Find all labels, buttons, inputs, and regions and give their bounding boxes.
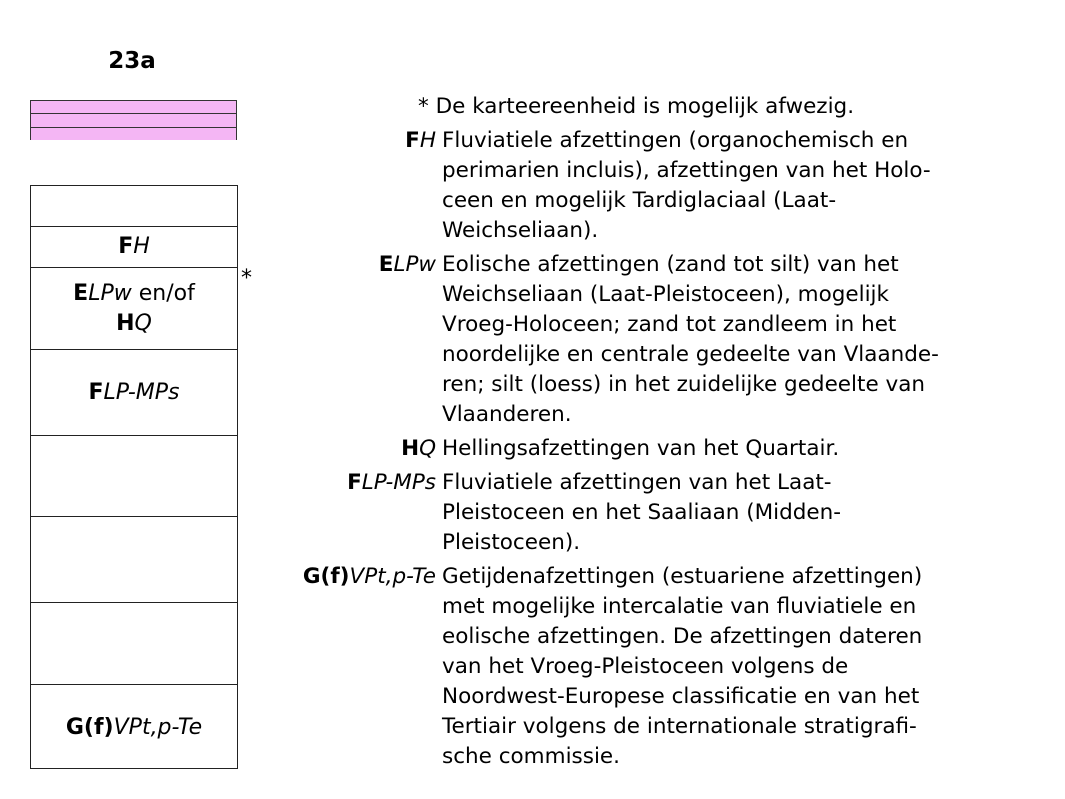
legend-star-note: * De karteereenheid is mogelijk afwezig. <box>418 94 855 119</box>
column-cell-gf-vpt: G(f)VPt,p-Te <box>31 684 237 770</box>
legend <box>262 92 1052 776</box>
pink-band <box>31 101 236 114</box>
column-cell-empty <box>31 435 237 516</box>
column-cell-flp-mps: FLP-MPs <box>31 349 237 435</box>
legend-entry-gf-vpt: G(f)VPt,p-Te Getijdenafzettingen (estuariene afzettingen) met mogelijke intercalatie van fluviatiele en eolische afzettingen. De afzettingen dateren van het Vroeg-Pleistoceen volgens de Noordwest-Europese classificatie en van het Tertiair volgens de internationale stratigrafi- sche commissie. <box>302 564 923 769</box>
column-cell-elpw-hq: ELPw en/of HQ <box>31 267 237 349</box>
pink-band <box>31 128 236 140</box>
pink-band <box>31 114 236 128</box>
column-cell-fh: FH <box>31 226 237 267</box>
diagram-title: 23a <box>108 48 156 74</box>
legend-entry-flp-mps: FLP-MPs Fluviatiele afzettingen van het Laat- Pleistoceen en het Saaliaan (Midden- Pleistoceen). <box>347 470 842 555</box>
stratigraphic-column <box>30 185 238 769</box>
legend-entry-elpw: ELPw Eolische afzettingen (zand tot silt) van het Weichseliaan (Laat-Pleistoceen), mogelijk Vroeg-Holoceen; zand tot zandleem in het noordelijke en centrale gedeelte van Vlaande- ren; silt (loess) in het zuidelijke gedeelte van Vlaanderen. <box>378 252 939 427</box>
column-cell-empty <box>31 186 237 226</box>
column-cell-empty <box>31 602 237 684</box>
top-pink-layer-box <box>30 100 237 140</box>
legend-entry-hq: HQ Hellingsafzettingen van het Quartair. <box>401 436 840 461</box>
absence-marker: * <box>241 266 252 291</box>
column-cell-empty <box>31 516 237 602</box>
legend-entry-fh: FH Fluviatiele afzettingen (organochemisch en perimarien incluis), afzettingen van het Holo- ceen en mogelijk Tardiglaciaal (Laat- Weichseliaan). <box>405 128 931 243</box>
